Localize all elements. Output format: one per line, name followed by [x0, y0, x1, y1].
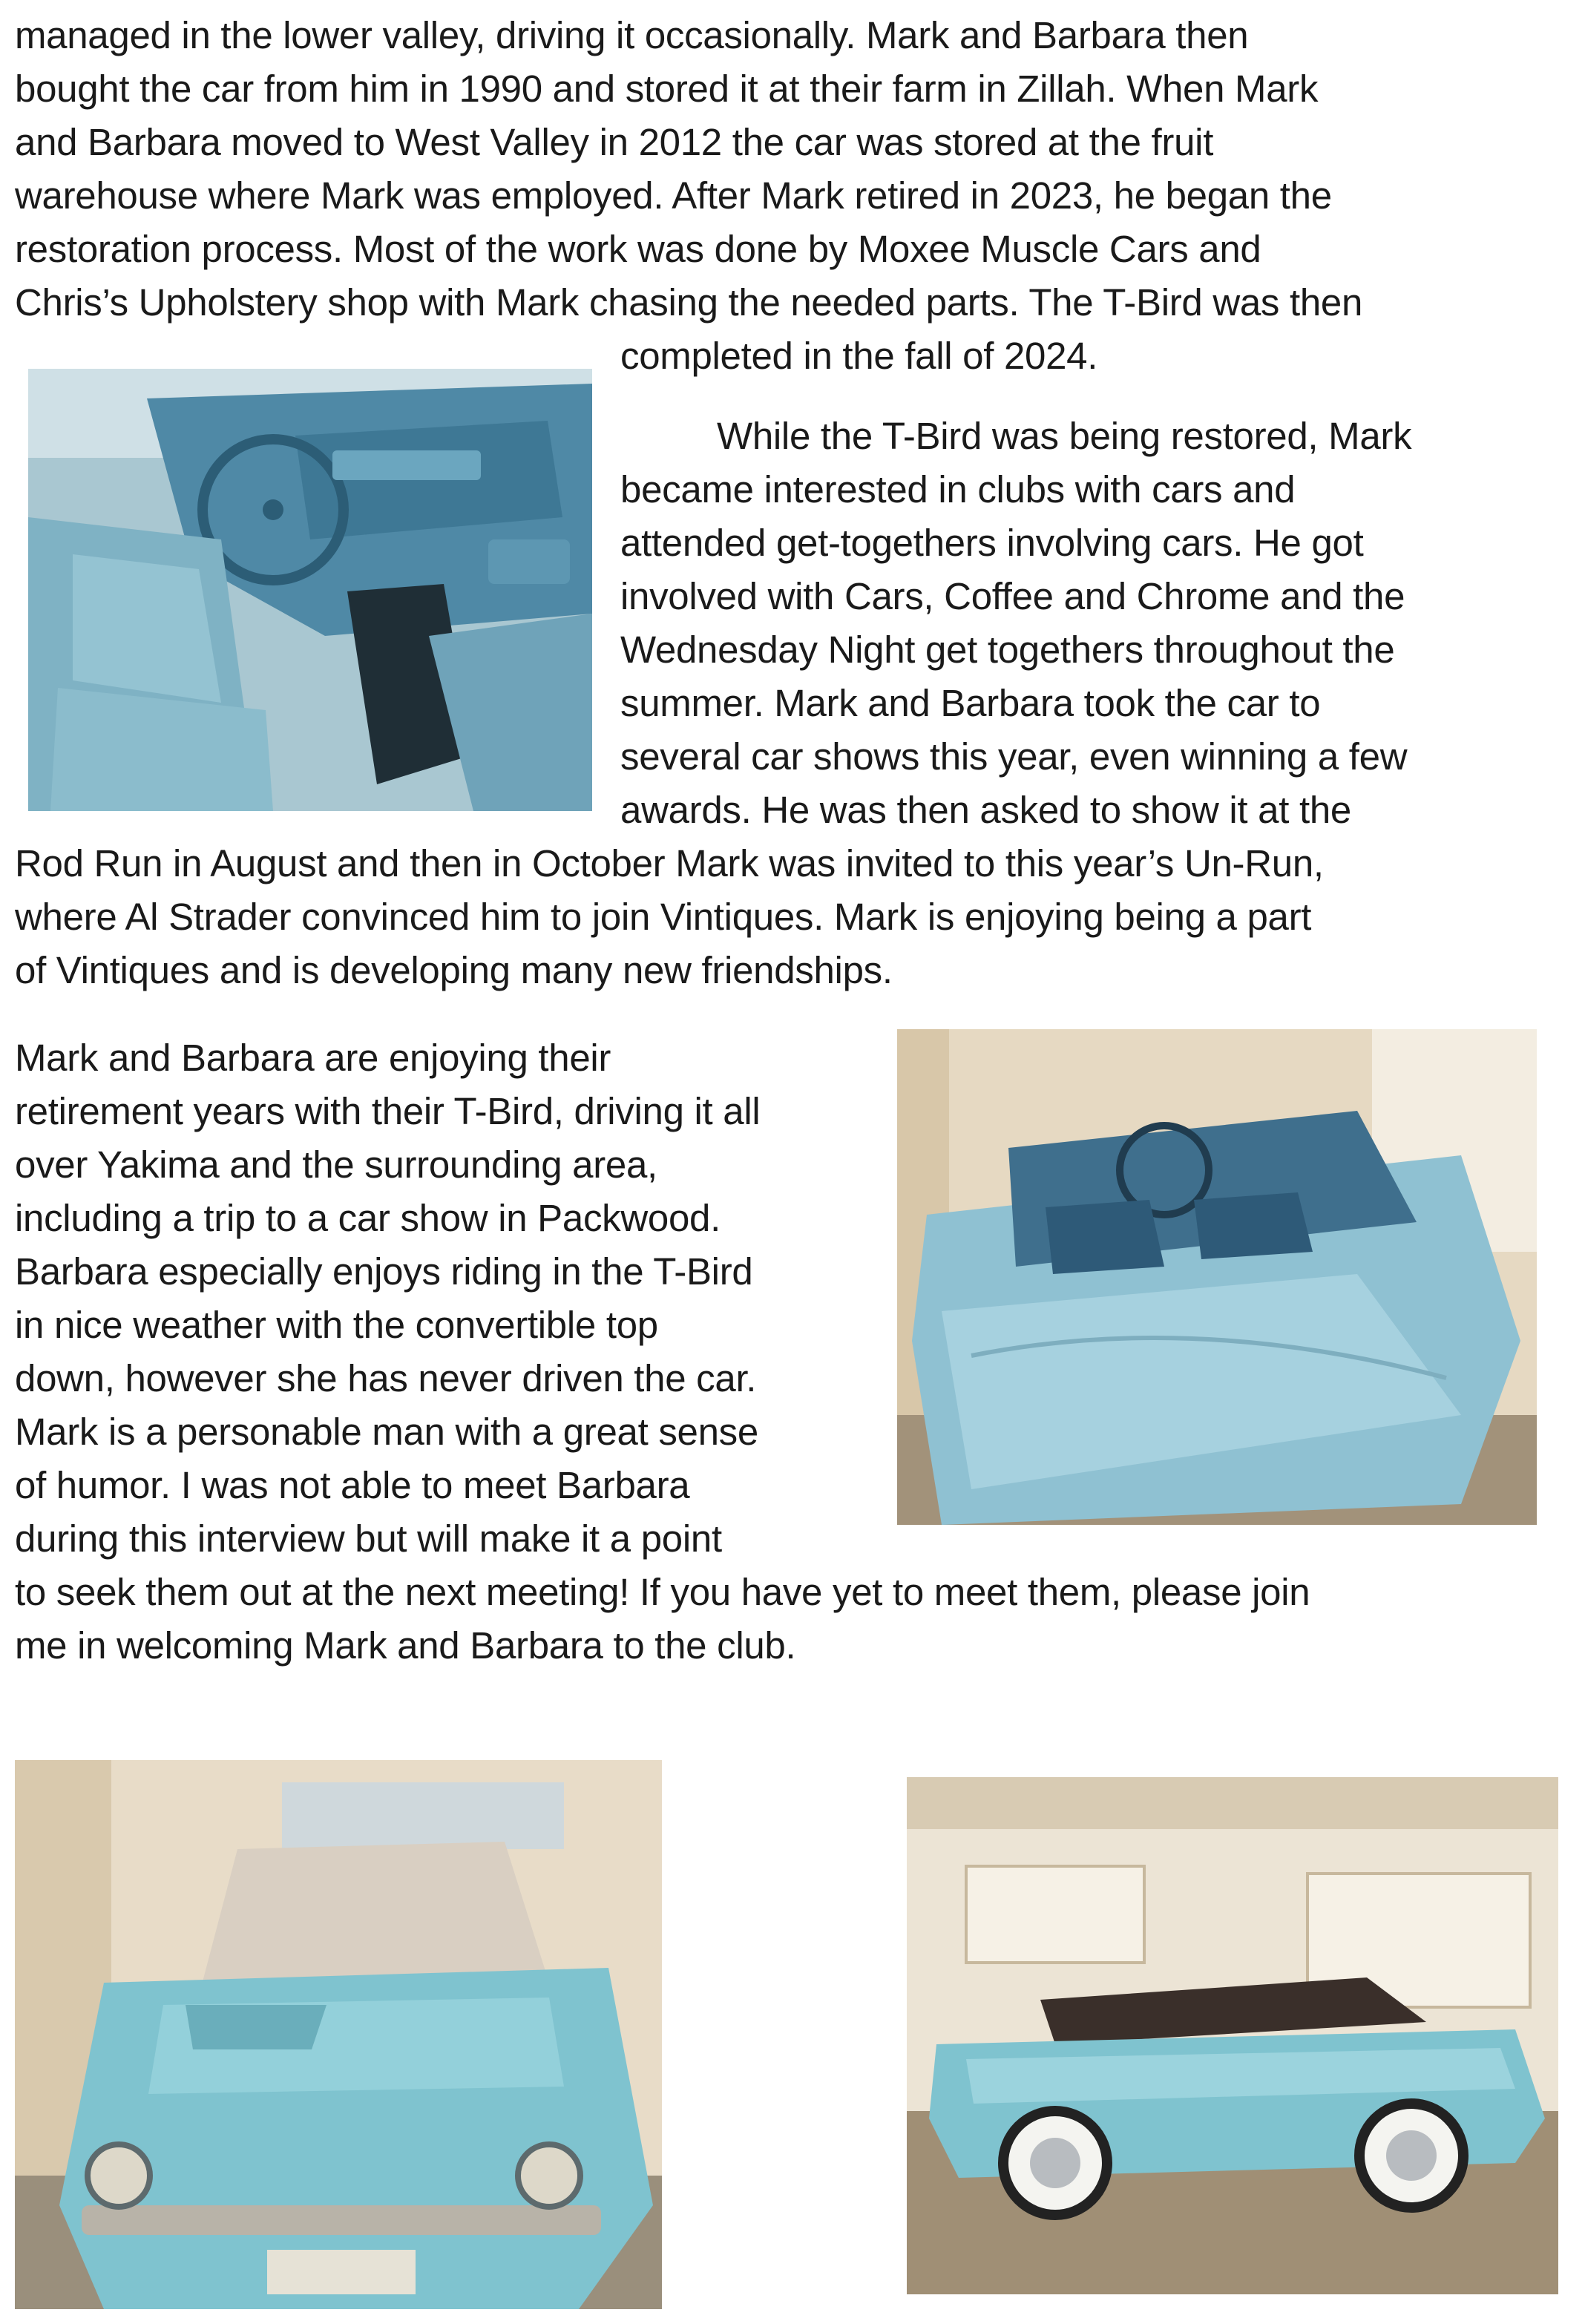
p3-line-9: of humor. I was not able to meet Barbara	[15, 1464, 690, 1506]
p2-line-10: where Al Strader convinced him to join Vintiques. Mark is enjoying being a part	[15, 896, 1312, 938]
p3-line-3: over Yakima and the surrounding area,	[15, 1143, 657, 1186]
p3-line-5: Barbara especially enjoys riding in the T-Bird	[15, 1250, 753, 1293]
p3-line-7: down, however she has never driven the car.	[15, 1357, 757, 1399]
p3-line-11: to seek them out at the next meeting! If you have yet to meet them, please join	[15, 1571, 1310, 1613]
p2-line-6: summer. Mark and Barbara took the car to	[620, 682, 1321, 724]
photo-interior-dashboard	[28, 369, 592, 811]
photo-convertible-top-down	[897, 1029, 1537, 1525]
p3-line-10: during this interview but will make it a point	[15, 1517, 722, 1560]
p2-line-9: Rod Run in August and then in October Mark was invited to this year’s Un-Run,	[15, 842, 1324, 884]
p3-line-2: retirement years with their T-Bird, driving it all	[15, 1090, 761, 1132]
photo-front-view-garage	[15, 1760, 662, 2309]
p2-line-2: became interested in clubs with cars and	[620, 468, 1296, 511]
p3-line-8: Mark is a personable man with a great sense	[15, 1411, 758, 1453]
p1-line-2: bought the car from him in 1990 and stored it at their farm in Zillah. When Mark	[15, 68, 1319, 110]
p3-line-6: in nice weather with the convertible top	[15, 1304, 658, 1346]
p3-line-4: including a trip to a car show in Packwood.	[15, 1197, 721, 1239]
p2-line-4: involved with Cars, Coffee and Chrome and the	[620, 575, 1405, 617]
p3-line-1: Mark and Barbara are enjoying their	[15, 1037, 611, 1079]
p2-line-7: several car shows this year, even winning a few	[620, 735, 1408, 778]
p1-line-3: and Barbara moved to West Valley in 2012 the car was stored at the fruit	[15, 121, 1214, 163]
p2-line-8: awards. He was then asked to show it at the	[620, 789, 1351, 831]
p2-line-3: attended get-togethers involving cars. He got	[620, 522, 1364, 564]
p2-line-5: Wednesday Night get togethers throughout the	[620, 628, 1395, 671]
p1-line-5: restoration process. Most of the work was done by Moxee Muscle Cars and	[15, 228, 1261, 270]
p3-line-12: me in welcoming Mark and Barbara to the club.	[15, 1624, 796, 1667]
p2-line-11: of Vintiques and is developing many new friendships.	[15, 949, 893, 991]
p2-line-1: While the T-Bird was being restored, Mark	[717, 415, 1412, 457]
p1-line-1: managed in the lower valley, driving it occasionally. Mark and Barbara then	[15, 14, 1249, 56]
p1-line-7: completed in the fall of 2024.	[620, 335, 1098, 377]
p1-line-6: Chris’s Upholstery shop with Mark chasing the needed parts. The T-Bird was then	[15, 281, 1363, 324]
p1-line-4: warehouse where Mark was employed. After Mark retired in 2023, he began the	[15, 174, 1332, 217]
photo-side-view-garage	[907, 1777, 1558, 2294]
